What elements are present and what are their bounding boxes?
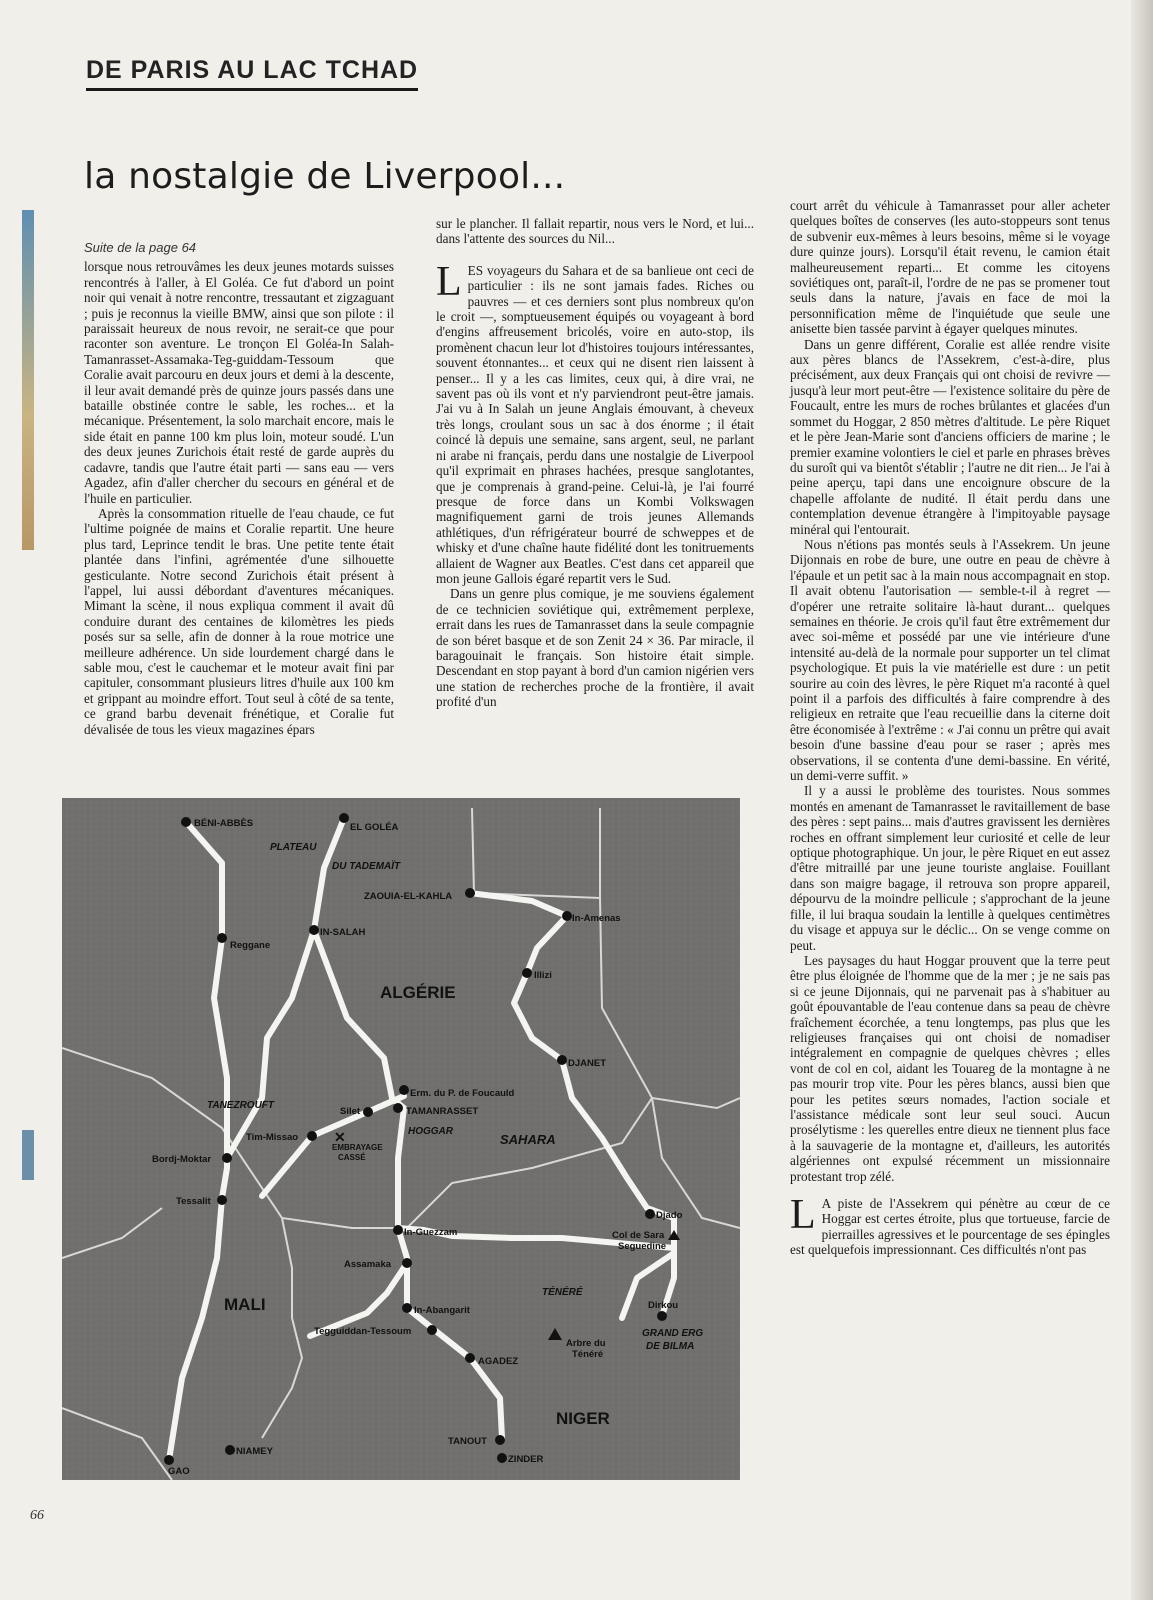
- town-dot: [164, 1455, 174, 1465]
- town-dot: [217, 933, 227, 943]
- facing-page-photo-edge: [22, 1130, 34, 1180]
- town-dot: [181, 817, 191, 827]
- label-arbre-du: Arbre du: [566, 1338, 606, 1349]
- town-dot: [339, 813, 349, 823]
- label-beni-abbes: BÉNI-ABBÈS: [194, 818, 254, 829]
- label-in-amenas: In-Amenas: [572, 913, 621, 924]
- drop-cap: L: [436, 258, 462, 305]
- town-dot: [393, 1103, 403, 1113]
- town-dot: [657, 1311, 667, 1321]
- label-el-golea: EL GOLÉA: [350, 822, 399, 833]
- paragraph: Dans un genre différent, Coralie est allée rendre visite aux pères blancs de l'Assekrem, c'est-à-dire, plus précisément, aux deux Français qui ont choisi de revivre — jusqu'à leur mort peut-être — l'existence solitaire du père de Foucault, entre les murs de roches brûlantes et glacées d'un sommet du Hoggar, 2 850 mètres d'altitude. Le père Riquet et le père Jean-Marie sont d'anciens officiers de marine ; le premier examine volontiers le ciel et parle en phrases brèves du suroît qui va bientôt s'établir ; l'autre ne dit rien... Je l'ai à peine aperçu, tapi dans une encoignure obscure de la chapelle affolante de nudité. Il était perdu dans une contemplation devenue étrangère à l'impitoyable paysage minéral qui l'entourait.: [790, 336, 1110, 537]
- label-embrayage: EMBRAYAGE: [332, 1143, 383, 1152]
- town-dot: [645, 1209, 655, 1219]
- section-rubric: [86, 56, 418, 91]
- facing-page-photo-edge: [22, 210, 34, 550]
- paragraph: sur le plancher. Il fallait repartir, nous vers le Nord, et lui... dans l'attente des sources du Nil...: [436, 216, 754, 247]
- paragraph: lorsque nous retrouvâmes les deux jeunes motards suisses rencontrés à l'aller, à El Goléa. Ce fut d'abord un point noir qui venait à notre rencontre, tressautant et zigzaguant ; puis je reconnus la vieille BMW, ainsi que son pilote : il paraissait heureux de nous revoir, ne serait-ce que pour raconter son aventure. Le tronçon El Goléa-In Salah-Tamanrasset-Assamaka-Teg-guiddam-Tessoum que Coralie avait parcouru en deux jours et demi à la descente, il leur avait demandé près de quinze jours passés dans une bataille obstinée contre le sable, les roches... et la mécanique. Présentement, la solo marchait encore, mais le side était en panne 100 km plus loin, moteur soudé. L'un des deux jeunes Zurichois était resté de garde auprès du cadavre, tandis que l'autre était parti — sans eau — vers Agadez, afin d'aller chercher du secours en général et de l'huile en particulier.: [84, 259, 394, 506]
- label-in-salah: IN-SALAH: [320, 927, 366, 938]
- label-foucauld: Erm. du P. de Foucauld: [410, 1088, 515, 1099]
- town-dot: [217, 1195, 227, 1205]
- label-djado: Djado: [656, 1210, 683, 1221]
- town-dot: [363, 1107, 373, 1117]
- label-reggane: Reggane: [230, 940, 271, 951]
- label-assamaka: Assamaka: [344, 1259, 392, 1270]
- text-column-1: [84, 240, 394, 737]
- label-niamey: NIAMEY: [236, 1446, 273, 1457]
- route-map-svg: [62, 798, 740, 1480]
- label-niger: NIGER: [556, 1409, 610, 1428]
- page-fold-shadow: [1131, 0, 1153, 1600]
- label-plateau: PLATEAU: [270, 842, 317, 853]
- label-sahara: SAHARA: [500, 1132, 556, 1147]
- town-dot: [225, 1445, 235, 1455]
- town-dot: [402, 1303, 412, 1313]
- text-column-3: [790, 198, 1110, 1258]
- label-tanout: TANOUT: [448, 1436, 487, 1447]
- paragraph: Les paysages du haut Hoggar prouvent que la terre peut être plus éloignée de l'homme que de la mer ; je ne sais pas si ce jeune Dijonnais, qui ne parvenait pas à s'habituer au goût épouvantable de l'eau contenue dans sa peau de chèvre fraîchement écorchée, a tenu longtemps, pas plus que les religieuses françaises qui ont choisi de nomadiser intégralement en compagnie de quelques chèvres ; elles vont de col en col, aidant les Touareg de la montagne à ne pas mourir trop vite. Pour les pères blancs, aussi bien que pour les petites sœurs nomades, l'action sociale et l'assistance médicale sont leur seul souci. Aucun prosélytisme : les querelles entre dieux ne tiennent plus face à la sauvagerie de la montagne et, d'ailleurs, les autorités algériennes ont expulsé récemment un missionnaire protestant trop zélé.: [790, 952, 1110, 1184]
- label-gao: GAO: [168, 1466, 190, 1477]
- paragraph-with-dropcap: [790, 1192, 1110, 1258]
- paragraph: court arrêt du véhicule à Tamanrasset pour aller acheter quelques boîtes de conserves (les auto-stoppeurs sont tenus de subvenir eux-mêmes à leurs besoins, même si le voyage dure quinze jours). Lorsqu'il était revenu, le camion était malheureusement reparti... Et comme les citoyens soviétiques ont, paraît-il, l'ordre de ne pas se promener tout seuls dans la nature, j'avais en face de moi la personnification même de l'inquiétude que seule une anisette bien tassée parvint à égayer quelques minutes.: [790, 198, 1110, 337]
- label-tenere-tree: Ténéré: [572, 1349, 604, 1360]
- label-hoggar: HOGGAR: [408, 1126, 453, 1137]
- paragraph: Dans un genre plus comique, je me souviens également de ce technicien soviétique qui, extrêmement perplexe, errait dans les rues de Tamanrasset dans la seule compagnie de son béret basque et de son Zenit 24 × 36. Par miracle, il baragouinait le français. Son histoire était simple. Descendant en stop payant à bord d'un camion nigérien vers une station de recherches proche de la frontière, il avait profité d'un: [436, 586, 754, 710]
- label-mali: MALI: [224, 1295, 266, 1314]
- town-dot: [495, 1435, 505, 1445]
- breakdown-marker-icon: ✕: [334, 1129, 346, 1145]
- drop-cap: L: [790, 1192, 816, 1238]
- paragraph-text: ES voyageurs du Sahara et de sa banlieue ont ceci de particulier : ils ne sont jamais fades. Riches ou pauvres — et ces derniers sont plus nombreux qu'on le croit —, somptueusement équipés ou voyageant à bord d'engins affreusement bricolés, voire en auto-stop, ils promènent chacun leur lot d'histoires toujours intéressantes, souvent étonnantes... et ceux qui ne disent rien laissent à penser... Il y a les cas limites, ceux qui, à dire vrai, ne savent pas où ils vont et n'y parviendront peut-être jamais. J'ai vu à In Salah un jeune Anglais émouvant, à cheveux très longs, croulant sous un sac à dos énorme ; il était coincé là depuis une semaine, sans argent, seul, ne parlant ni arabe ni français, perdu dans une nostalgie de Liverpool qu'il exprimait en phrases hachées, presque sanglotantes, que je comprenais à grand-peine. Celui-là, je l'ai fourré presque de force dans un Kombi Volkswagen magnifiquement garni de trois jeunes Allemands athlétiques, d'un réfrigérateur bourré de schweppes et de whisky et d'une chaîne haute fidélité dont les tonitruements allaient de Wagner aux Beatles. C'est dans cet appareil que mon jeune Gallois égaré repartit vers le Sud.: [436, 262, 754, 586]
- town-dot: [399, 1085, 409, 1095]
- label-bilma: DE BILMA: [646, 1341, 695, 1352]
- label-silet: Silet: [340, 1106, 361, 1117]
- paragraph: Nous n'étions pas montés seuls à l'Assekrem. Un jeune Dijonnais en robe de bure, une outre en peau de chèvre à l'épaule et un petit sac à la main nous accompagnait en stop. Il avait obtenu l'autorisation — semble-t-il à regret — d'opérer une retraite solitaire là-haut durant... quelques semaines en théorie. Je crois qu'il faut être extrêmement dur avec soi-même et possédé par une vie intérieure d'une intensité au-delà de la normale pour supporter un tel climat psychologique. Et puis la vie matérielle est dure : un petit sourire au coin des lèvres, le père Riquet m'a raconté à quel point il a parfois des difficultés à faire comprendre à des religieux en retraite que l'eau recueillie dans la citerne doit être économisée à l'extrême : « J'ai connu un prêtre qui avait besoin d'une bassine d'eau pour se raser ; après mes observations, il se contenta d'une demi-bassine. En vérité, un demi-verre suffit. »: [790, 536, 1110, 784]
- label-algerie: ALGÉRIE: [380, 983, 456, 1002]
- label-tanezrouft: TANEZROUFT: [207, 1100, 275, 1111]
- paragraph: Après la consommation rituelle de l'eau chaude, ce fut l'ultime poignée de mains et Coralie repartit. Une heure plus tard, Leprince tendit le bras. Une petite tente était plantée dans l'infini, agrémentée d'une silhouette gesticulante. Notre second Zurichois était présent à l'appel, lui aussi débordant d'aventures mécaniques. Mimant la scène, il nous expliqua comment il avait dû conduire durant des centaines de kilomètres les pieds posés sur sa selle, afin de donner à la roue motrice une meilleure adhérence. Un side lourdement chargé dans le sable mou, c'est le cauchemar et le moteur avait fini par capituler, consommant plusieurs litres d'huile aux 100 km et grippant au moindre effort. Tout seul à côté de sa tente, ce grand barbu devenait frénétique, et Coralie fut dévalisée de tous les vieux magazines épars: [84, 505, 394, 737]
- label-tenere: TÉNÉRÉ: [542, 1287, 583, 1298]
- label-in-abangarit: In-Abangarit: [414, 1305, 470, 1316]
- label-grand-erg: GRAND ERG: [642, 1328, 704, 1339]
- label-zaouia: ZAOUIA-EL-KAHLA: [364, 891, 453, 902]
- paragraph: Il y a aussi le problème des touristes. Nous sommes montés en amenant de Tamanrasset le ravitaillement de base des pères : sept pains... mais d'autres gravissent les dernières roches en offrant simplement leur curiosité et celle de leur optique photographique. Un jour, le père Riquet en eut assez d'être mitraillé par une jeune touriste anglaise. Fouillant dans son maigre bagage, il retrouva son propre appareil, dépourvu de la moindre pellicule ; s'approchant de la jeune fille, il lui braqua soudain la lentille à quelques centimètres du visage et appuya sur le déclic... On se venge comme on peut.: [790, 783, 1110, 953]
- rubric-text: DE PARIS AU LAC TCHAD: [86, 56, 419, 84]
- town-dot: [307, 1131, 317, 1141]
- label-illizi: Illizi: [534, 970, 552, 981]
- label-agadez: AGADEZ: [478, 1356, 519, 1367]
- label-dirkou: Dirkou: [648, 1300, 679, 1311]
- paragraph-with-dropcap: [436, 258, 754, 587]
- town-dot: [465, 1353, 475, 1363]
- town-dot: [522, 968, 532, 978]
- town-dot: [497, 1453, 507, 1463]
- page-number: 66: [30, 1508, 44, 1523]
- label-tessalit: Tessalit: [176, 1196, 211, 1207]
- label-bordj-moktar: Bordj-Moktar: [152, 1154, 212, 1165]
- label-tademait: DU TADEMAÏT: [332, 861, 401, 872]
- town-dot: [402, 1258, 412, 1268]
- continued-from: Suite de la page 64: [84, 240, 197, 255]
- label-tamanrasset: TAMANRASSET: [406, 1106, 479, 1117]
- town-dot: [427, 1325, 437, 1335]
- town-dot: [465, 888, 475, 898]
- town-dot: [557, 1055, 567, 1065]
- town-dot: [393, 1225, 403, 1235]
- town-dot: [309, 925, 319, 935]
- label-col-sara: Col de Sara: [612, 1230, 665, 1241]
- text-column-2: [436, 216, 754, 710]
- label-djanet: DJANET: [568, 1058, 607, 1069]
- route-map: [62, 798, 740, 1480]
- town-dot: [222, 1153, 232, 1163]
- article-title: la nostalgie de Liverpool...: [84, 156, 566, 197]
- label-zinder: ZINDER: [508, 1454, 544, 1465]
- label-tim-missao: Tim-Missao: [246, 1132, 299, 1143]
- paragraph-text: A piste de l'Assekrem qui pénètre au cœur de ce Hoggar est certes étroite, plus que tortueuse, farcie de pierrailles agressives et le pourcentage de ses épingles est quelquefois impressionnant. Ces difficultés n'ont pas: [790, 1196, 1110, 1258]
- label-in-guezzam: In-Guezzam: [404, 1227, 458, 1238]
- label-seguedine: Seguedine: [618, 1241, 667, 1252]
- label-tegguiddan: Tegguiddan-Tessoum: [314, 1326, 412, 1337]
- town-dot: [562, 911, 572, 921]
- label-casse: CASSÉ: [338, 1153, 366, 1162]
